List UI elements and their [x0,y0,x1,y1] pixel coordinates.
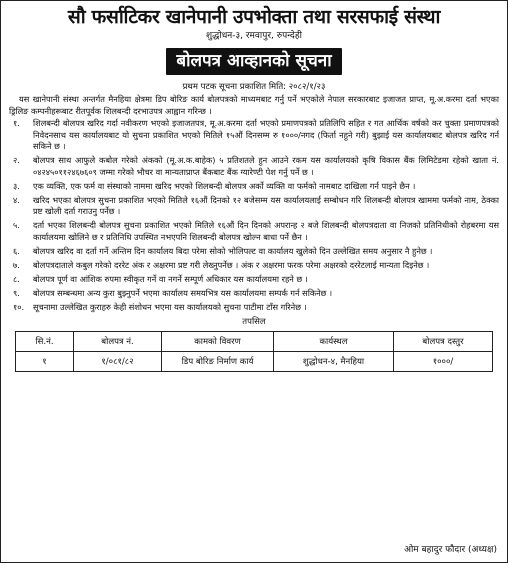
clause-item [9,246,499,258]
clause-number: ७. [13,259,20,270]
schedule-label: तपसिल [242,316,266,327]
clause-text: बोलपत्र पूर्ण वा आंशिक रुपमा स्वीकृत गर्ने वा नगर्ने सम्पूर्ण अधिकार यस कार्यालयमा रहने छ । [33,273,308,284]
cell-tender-no: १/०८१/८२ [74,351,162,371]
clause-number: ६. [13,245,20,256]
signature-line: ओम बहादुर फौदार (अध्यक्ष) [404,545,497,555]
org-address: शुद्धोधन-३, रमवापुर, रुपन्देही [206,31,302,41]
clause-text: बोलपत्र खरिद वा दर्ता गर्ने अन्तिम दिन कार्यालय बिदा परेमा सोको भोलिपल्ट वा कार्यालय खुलेको दिन उल्लेखित समय अनुसार नै हुनेछ । [33,245,433,256]
intro-paragraph: यस खानेपानी संस्था अन्तर्गत मैनहिया क्षेत्रमा डिप बोरिङ कार्य बोलपत्रको माध्यमबाट गर्नु पर्ने भएकोले नेपाल सरकारबाट इजाजत प्राप्त, मू.अ.करमा दर्ता भएका ड्रिलिङ कम्पनीहरूबाट रीतपूर्वक शिलबन्दी दरभाउपत्र आह्वान गरिन्छ । [9,94,499,116]
clause-item [9,302,499,314]
clause-text: खरिद भएका बोलपत्र सुचना प्रकाशित भएको मितिले १६औं दिनको १२ बजेसम्म यस कार्यालयलाई सम्बोधन गरि शिलबन्दी बोलपत्र खाममा फर्मको नाम, ठेक्का प्रष्ट खोली दर्ता गराउनु पर्नेछ । [33,194,499,216]
clause-list [9,118,499,313]
clause-number: ३. [13,180,20,191]
clause-item [9,288,499,300]
cell-tender-fee: १०००/ [394,351,493,371]
clause-item [9,118,499,153]
col-header-work-description: कामको विवरण [162,331,274,351]
clause-item [9,195,499,218]
clause-number: २. [13,155,20,165]
clause-text: शिलबन्दी बोलपत्र खरिद गर्दा नवीकरण भएको इजाजतपत्र, मू.अ.करमा दर्ता भएको प्रमाणपत्रको प्रतिलिपि सहित र गत आर्थिक वर्षको कर चुक्ता प्रमाणपत्रको निवेदनसाथ यस कार्यालयबाट यो सुचना प्रकाशित भएको मितिले १५औं दिनसम्म रु १०००/नगद (फिर्ता नहुने गरी) बुझाई यस कार्यालयबाट बोलपत्र खरिद गर्न सकिने छ । [33,118,499,151]
clause-item [9,260,499,272]
col-header-work-site: कार्यस्थल [274,331,394,351]
banner-wrap [9,48,499,75]
clause-text: सूचनामा उल्लेखित कुराहरु केही संशोधन भएमा यस कार्यालयको सुचना पाटीमा टाँस गरिनेछ । [33,301,307,312]
col-header-serial: सि.नं. [16,331,74,351]
org-name: सौ फर्साटिकर खानेपानी उपभोक्ता तथा सरसफाई संस्था [67,6,441,28]
clause-text: बोलपत्र साथ आफुले कबोल गरेको अंकको (मू.अ.क.बाहेक) ५ प्रतिशतले हुन आउने रकम यस कार्यालयको कृषि विकास बैंक लिमिटेडमा रहेको खाता नं. ०४२४५०११२४६७६०९ जम्मा गरेको भौचर वा मान्यताप्राप्त बैंकबाट बैंक ग्यारेण्टी पेश गर्नु पर्ने छ । [33,155,499,177]
col-header-tender-no: बोलपत्र नं. [74,331,162,351]
clause-number: ४. [13,194,20,205]
clause-text: एक व्यक्ति, एक फर्म वा संस्थाको नाममा खरिद भएको शिलबन्दी बोलपत्र अर्को व्यक्ति वा फर्मको नामबाट दाखिला गर्न पाइने छैन । [33,180,416,191]
clause-text: बोलपत्र सम्बन्धमा अन्य कुरा बुझ्नुपर्ने भएमा कार्यालय समयभित्र यस कार्यालयमा सम्पर्क गर्न सकिनेछ । [33,287,333,298]
clause-number: ५. [13,220,20,230]
clause-item [9,181,499,193]
clause-item [9,274,499,286]
clause-item [9,220,499,243]
clause-number: १०. [13,301,25,312]
clause-number: ८. [13,273,20,284]
clause-number: ९. [13,287,20,298]
cell-work-site: शुद्धोधन-४, मैनहिया [274,351,394,371]
clause-text: दर्ता भएका शिलबन्दी बोलपत्र सुचना प्रकाशित भएको मितिले १६औं दिन दिनको अपरान्ह २ बजे शिलबन्दी बोलपत्रदाता वा निजको प्रतिनिधीको रोहबरमा यस कार्यालयमा खोलिने छ र प्रतिनिधि उपस्थित नभएपनि शिलबन्दी बोलपत्र खोल्न बाधा पर्ने छैन । [33,220,499,242]
notice-banner: बोलपत्र आव्हानको सूचना [166,48,341,75]
cell-work-description: डिप बोरिङ निर्माण कार्य [162,351,274,371]
publication-date: प्रथम पटक सूचना प्रकाशित मिति: २०८२/१/२३ [182,82,326,92]
clause-text: बोलपत्रदाताले कबुल गरेको दररेट अंक र अक्षरमा प्रष्ट गरी लेख्नुपर्नेछ । अंक र अक्षरमा फरक परेमा अक्षरको दररेटलाई मान्यता दिइनेछ । [33,259,430,270]
schedule-header-row [16,331,493,351]
clause-item [9,155,499,178]
table-row [16,351,493,371]
schedule-table [15,331,493,372]
clause-number: १. [13,118,20,128]
cell-serial: १ [16,351,74,371]
col-header-tender-fee: बोलपत्र दस्तुर [394,331,493,351]
